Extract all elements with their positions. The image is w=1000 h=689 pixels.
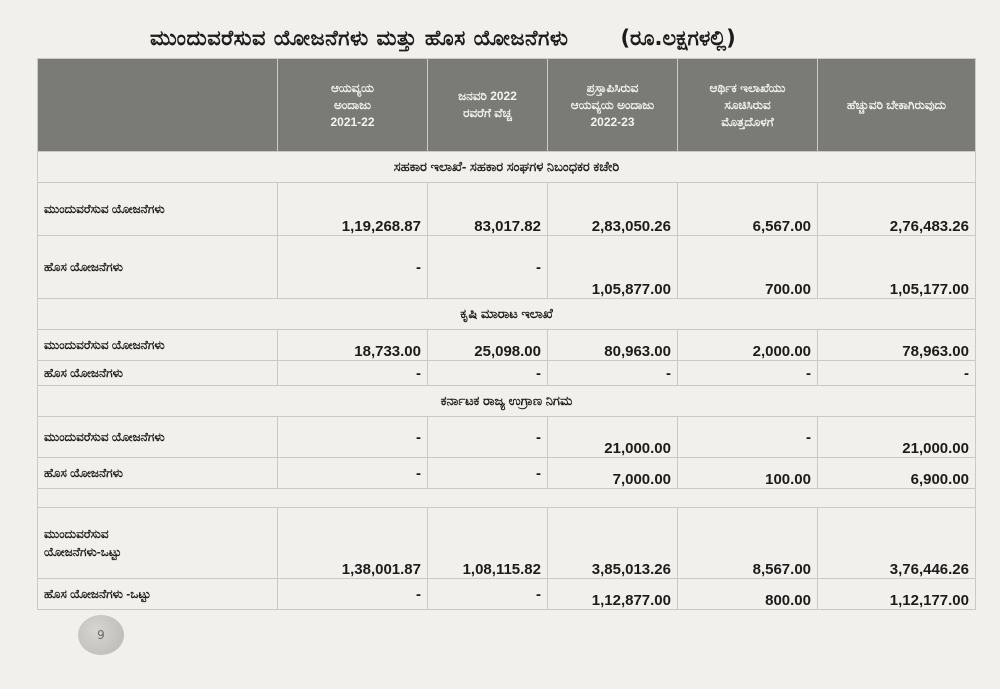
cell-proposed: - (548, 361, 678, 386)
cell-proposed: 7,000.00 (548, 458, 678, 489)
row-label: ಮುಂದುವರೆಸುವ ಯೋಜನೆಗಳು (38, 183, 278, 236)
cell-expenditure: - (428, 361, 548, 386)
page-number: 9 (78, 615, 124, 655)
total-row (38, 579, 976, 610)
cell-within-fd: 2,000.00 (678, 330, 818, 361)
cell-proposed: 3,85,013.26 (548, 508, 678, 579)
cell-within-fd: 100.00 (678, 458, 818, 489)
header-expenditure: ಜನವರಿ 2022 ರವರೆಗೆ ವೆಚ್ಚ (428, 59, 548, 152)
cell-within-fd: - (678, 361, 818, 386)
total-row (38, 508, 976, 579)
cell-additional: 78,963.00 (818, 330, 976, 361)
header-row (38, 59, 976, 152)
cell-budget: 18,733.00 (278, 330, 428, 361)
cell-within-fd: 6,567.00 (678, 183, 818, 236)
cell-within-fd: 700.00 (678, 236, 818, 299)
cell-expenditure: - (428, 417, 548, 458)
cell-expenditure: - (428, 458, 548, 489)
cell-within-fd: 8,567.00 (678, 508, 818, 579)
cell-proposed: 80,963.00 (548, 330, 678, 361)
spacer-row (38, 489, 976, 508)
cell-expenditure: 83,017.82 (428, 183, 548, 236)
cell-budget: 1,19,268.87 (278, 183, 428, 236)
cell-additional: 6,900.00 (818, 458, 976, 489)
row-label: ಮುಂದುವರೆಸುವ ಯೋಜನೆಗಳು-ಒಟ್ಟು (38, 508, 278, 579)
cell-additional: 21,000.00 (818, 417, 976, 458)
table-row (38, 183, 976, 236)
unit-label: (ರೂ.ಲಕ್ಷಗಳಲ್ಲಿ) (620, 25, 736, 50)
header-proposed-budget: ಪ್ರಸ್ತಾಪಿಸಿರುವ ಆಯವ್ಯಯ ಅಂದಾಜು 2022-23 (548, 59, 678, 152)
cell-expenditure: - (428, 236, 548, 299)
cell-proposed: 1,05,877.00 (548, 236, 678, 299)
section-title: ಕೃಷಿ ಮಾರಾಟ ಇಲಾಖೆ (38, 299, 976, 330)
cell-expenditure: 25,098.00 (428, 330, 548, 361)
section-title: ಸಹಕಾರ ಇಲಾಖೆ- ಸಹಕಾರ ಸಂಘಗಳ ನಿಬಂಧಕರ ಕಚೇರಿ (38, 152, 976, 183)
header-blank (38, 59, 278, 152)
header-within-finance-limit: ಆರ್ಥಿಕ ಇಲಾಖೆಯು ಸೂಚಿಸಿರುವ ಮೊತ್ತದೊಳಗೆ (678, 59, 818, 152)
cell-additional: 2,76,483.26 (818, 183, 976, 236)
cell-within-fd: - (678, 417, 818, 458)
section-title: ಕರ್ನಾಟಕ ರಾಜ್ಯ ಉಗ್ರಾಣ ನಿಗಮ (38, 386, 976, 417)
cell-expenditure: - (428, 579, 548, 610)
cell-budget: - (278, 579, 428, 610)
cell-proposed: 21,000.00 (548, 417, 678, 458)
row-label: ಮುಂದುವರೆಸುವ ಯೋಜನೆಗಳು (38, 417, 278, 458)
table-row (38, 361, 976, 386)
table-row (38, 417, 976, 458)
row-label: ಮುಂದುವರೆಸುವ ಯೋಜನೆಗಳು (38, 330, 278, 361)
cell-budget: - (278, 361, 428, 386)
cell-additional: 1,05,177.00 (818, 236, 976, 299)
title-row (150, 20, 910, 56)
header-budget-estimate: ಆಯವ್ಯಯ ಅಂದಾಜು 2021-22 (278, 59, 428, 152)
page-title: ಮುಂದುವರೆಸುವ ಯೋಜನೆಗಳು ಮತ್ತು ಹೊಸ ಯೋಜನೆಗಳು (150, 25, 569, 50)
cell-proposed: 1,12,877.00 (548, 579, 678, 610)
row-label: ಹೊಸ ಯೋಜನೆಗಳು (38, 458, 278, 489)
budget-table (37, 58, 976, 610)
cell-budget: - (278, 417, 428, 458)
cell-budget: 1,38,001.87 (278, 508, 428, 579)
cell-additional: 3,76,446.26 (818, 508, 976, 579)
cell-within-fd: 800.00 (678, 579, 818, 610)
section-row (38, 299, 976, 330)
section-row (38, 386, 976, 417)
row-label: ಹೊಸ ಯೋಜನೆಗಳು (38, 361, 278, 386)
section-row (38, 152, 976, 183)
cell-budget: - (278, 236, 428, 299)
cell-additional: - (818, 361, 976, 386)
table-row (38, 330, 976, 361)
cell-additional: 1,12,177.00 (818, 579, 976, 610)
row-label: ಹೊಸ ಯೋಜನೆಗಳು -ಒಟ್ಟು (38, 579, 278, 610)
header-additional-required: ಹೆಚ್ಚುವರಿ ಬೇಕಾಗಿರುವುದು (818, 59, 976, 152)
table-row (38, 458, 976, 489)
cell-proposed: 2,83,050.26 (548, 183, 678, 236)
table-row (38, 236, 976, 299)
cell-expenditure: 1,08,115.82 (428, 508, 548, 579)
row-label: ಹೊಸ ಯೋಜನೆಗಳು (38, 236, 278, 299)
cell-budget: - (278, 458, 428, 489)
